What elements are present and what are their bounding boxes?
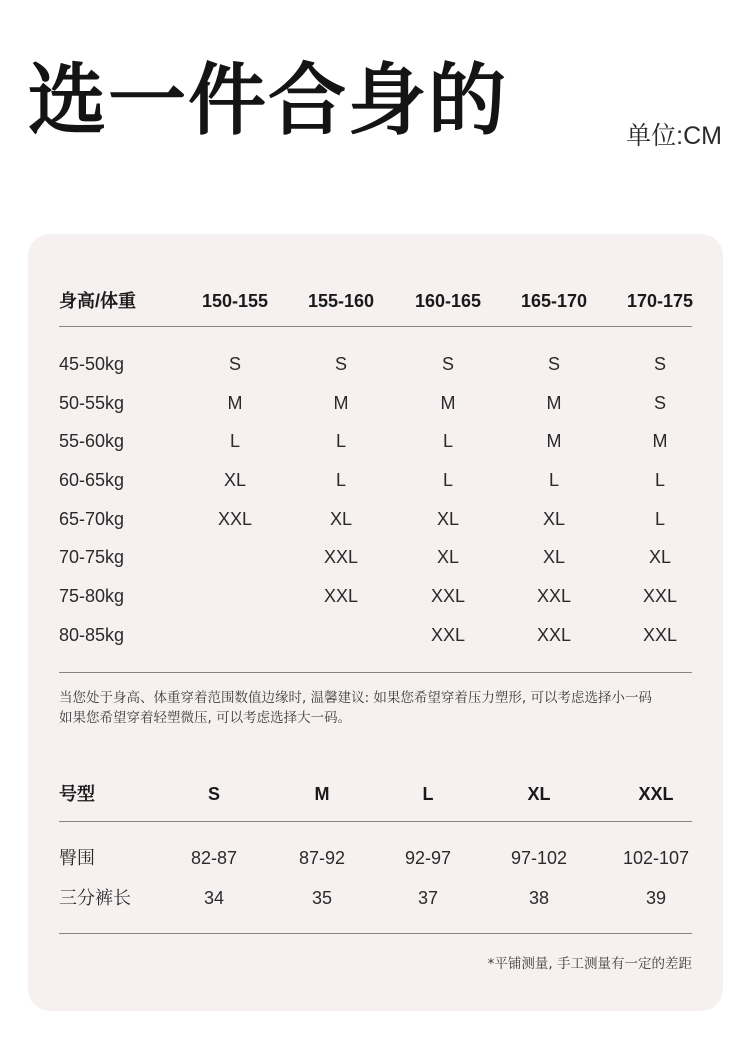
measurement-footnote: *平铺测量, 手工测量有一定的差距 — [487, 956, 692, 972]
table-row — [28, 505, 723, 533]
size-cell: M — [546, 393, 562, 413]
size-cell: L — [654, 470, 665, 490]
weight-label: 60-65kg — [59, 470, 125, 490]
size-cell: M — [227, 393, 243, 413]
weight-label: 80-85kg — [59, 625, 125, 645]
size-cell: M — [652, 431, 668, 451]
size-cell: XXL — [217, 509, 253, 529]
table-row — [28, 844, 723, 872]
divider — [59, 326, 692, 327]
page-title: 选一件合身的 — [28, 56, 509, 146]
weight-label: 70-75kg — [59, 547, 125, 567]
size-cell: XXL — [430, 625, 466, 645]
size-cell: L — [335, 431, 346, 451]
size-cell: L — [442, 470, 453, 490]
size-cell: S — [228, 354, 241, 374]
size-cell: L — [548, 470, 559, 490]
size-cell: XL — [436, 509, 460, 529]
size-cell: M — [333, 393, 349, 413]
measure-label: 臀围 — [59, 848, 95, 868]
measure-label: 三分裤长 — [59, 888, 131, 908]
size-cell: XXL — [536, 625, 572, 645]
weight-label: 65-70kg — [59, 509, 125, 529]
size-cell: S — [441, 354, 454, 374]
size-header: S — [207, 784, 220, 804]
measure-cell: 37 — [417, 888, 439, 908]
height-header: 170-175 — [626, 291, 694, 311]
divider — [59, 933, 692, 934]
note-line: 如果您希望穿着轻塑微压, 可以考虑选择大一码。 — [59, 710, 352, 726]
size-header: M — [314, 784, 330, 804]
size-cell: XXL — [323, 586, 359, 606]
height-header: 160-165 — [414, 291, 482, 311]
table-row — [28, 427, 723, 455]
size-cell: M — [440, 393, 456, 413]
table-row — [28, 582, 723, 610]
measure-cell: 92-97 — [404, 848, 452, 868]
size-header: L — [422, 784, 434, 804]
table-row — [28, 350, 723, 378]
table-row — [28, 389, 723, 417]
size-cell: XXL — [323, 547, 359, 567]
size-header: XL — [527, 784, 551, 804]
height-header: 165-170 — [520, 291, 588, 311]
size-cell: XL — [542, 547, 566, 567]
measure-cell: 34 — [203, 888, 225, 908]
size-cell: XXL — [642, 586, 678, 606]
size-cell: XL — [436, 547, 460, 567]
size-advice-note — [59, 688, 699, 728]
weight-label: 55-60kg — [59, 431, 125, 451]
size-cell: XL — [223, 470, 247, 490]
table-row — [28, 466, 723, 494]
size-cell: S — [334, 354, 347, 374]
measure-cell: 97-102 — [510, 848, 568, 868]
size-cell: S — [653, 393, 666, 413]
height-header: 155-160 — [307, 291, 375, 311]
measure-table-header — [28, 780, 723, 808]
size-cell: XL — [329, 509, 353, 529]
size-cell: XXL — [642, 625, 678, 645]
measure-table-corner-label: 号型 — [59, 784, 95, 804]
divider — [59, 821, 692, 822]
divider — [59, 672, 692, 673]
size-cell: S — [547, 354, 560, 374]
table-row — [28, 543, 723, 571]
size-table-corner-label: 身高/体重 — [59, 291, 137, 311]
table-row — [28, 884, 723, 912]
size-cell: XL — [648, 547, 672, 567]
unit-label: 单位:CM — [626, 122, 722, 150]
size-cell: L — [654, 509, 665, 529]
size-cell: L — [335, 470, 346, 490]
size-cell: L — [229, 431, 240, 451]
size-cell: M — [546, 431, 562, 451]
size-cell: XXL — [536, 586, 572, 606]
table-row — [28, 621, 723, 649]
measure-cell: 87-92 — [298, 848, 346, 868]
weight-label: 75-80kg — [59, 586, 125, 606]
size-cell: S — [653, 354, 666, 374]
weight-label: 45-50kg — [59, 354, 125, 374]
measure-cell: 35 — [311, 888, 333, 908]
note-line: 当您处于身高、体重穿着范围数值边缘时, 温馨建议: 如果您希望穿着压力塑形, 可以考虑选择小一码 — [59, 690, 653, 706]
measure-cell: 82-87 — [190, 848, 238, 868]
size-cell: XL — [542, 509, 566, 529]
measure-cell: 38 — [528, 888, 550, 908]
weight-label: 50-55kg — [59, 393, 125, 413]
measure-cell: 39 — [645, 888, 667, 908]
size-cell: XXL — [430, 586, 466, 606]
size-table-header — [28, 287, 723, 315]
height-header: 150-155 — [201, 291, 269, 311]
size-chart-card — [28, 234, 723, 1011]
size-header: XXL — [638, 784, 674, 804]
measure-cell: 102-107 — [622, 848, 690, 868]
size-cell: L — [442, 431, 453, 451]
